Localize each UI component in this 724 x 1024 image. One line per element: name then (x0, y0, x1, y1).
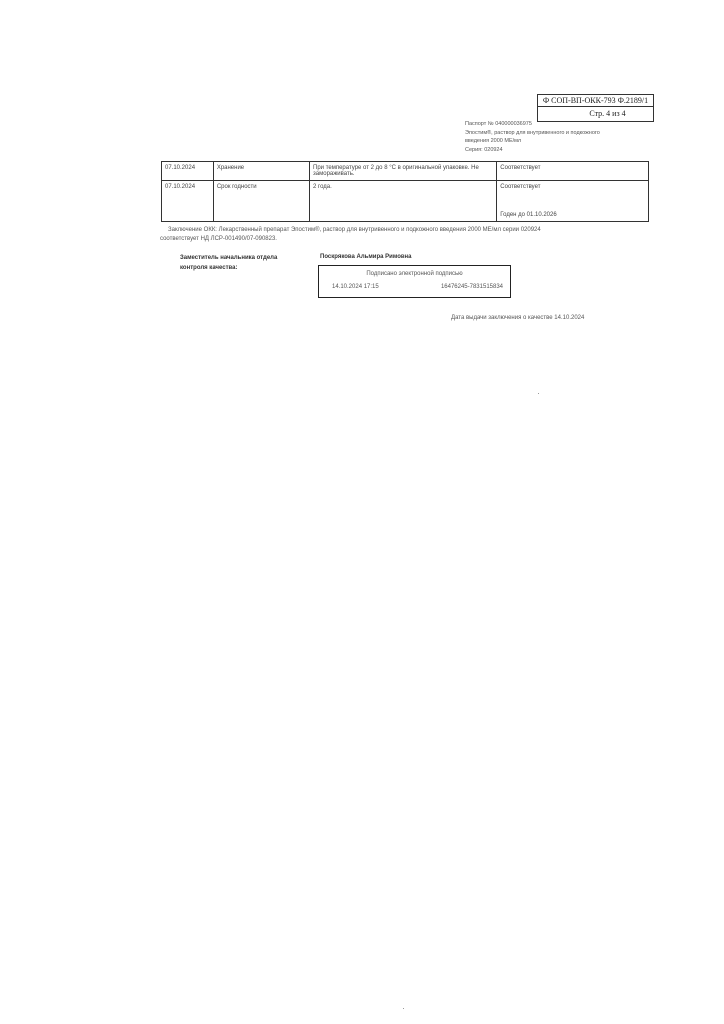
row-expiry-note: Годен до 01.10.2026 (500, 212, 557, 218)
row-result-cell (497, 181, 649, 222)
e-signature-datetime: 14.10.2024 17:15 (332, 284, 379, 290)
e-signature-stamp (318, 265, 511, 298)
row-requirement: 2 года. (310, 181, 497, 222)
row-result: Соответствует (500, 184, 541, 190)
row-parameter: Хранение (213, 162, 309, 181)
scan-speck (538, 393, 539, 394)
passport-number: Паспорт № 040000036975 (465, 121, 532, 127)
passport-info (465, 120, 665, 154)
table-row (162, 181, 649, 222)
row-date: 07.10.2024 (162, 181, 214, 222)
table-row (162, 162, 649, 181)
signer-position: Заместитель начальника отдела контроля качества: (180, 255, 278, 271)
series: Серия: 020924 (465, 146, 503, 153)
scan-speck (403, 1008, 404, 1009)
e-signature-cert: 16476245-7831515834 (440, 284, 503, 290)
row-requirement: При температуре от 2 до 8 °С в оригинальной упаковке. Не замораживать. (310, 162, 497, 181)
form-code-box (537, 94, 654, 122)
row-result: Соответствует (497, 162, 649, 181)
row-parameter: Срок годности (213, 181, 309, 222)
page-number: Стр. 4 из 4 (589, 109, 626, 118)
product-name-cont: введения 2000 МЕ/мл (465, 138, 522, 144)
qc-conclusion: Заключение ОКК: Лекарственный препарат Эпостим®, раствор для внутривенного и подкожного введения 2000 МЕ/мл серии 020924 соответствует НД ЛСР-001490/07-090823. (160, 227, 541, 242)
row-date: 07.10.2024 (162, 162, 214, 181)
signer-name: Поскрякова Альмира Римовна (320, 254, 412, 260)
results-table (161, 161, 649, 222)
product-name: Эпостим®, раствор для внутривенного и подкожного (465, 129, 600, 136)
issue-date: Дата выдачи заключения о качестве 14.10.2024 (451, 315, 585, 321)
form-code: Ф СОП-ВП-ОКК-793 Ф.2189/1 (538, 95, 653, 107)
e-signature-title: Подписано электронной подписью (366, 271, 463, 277)
